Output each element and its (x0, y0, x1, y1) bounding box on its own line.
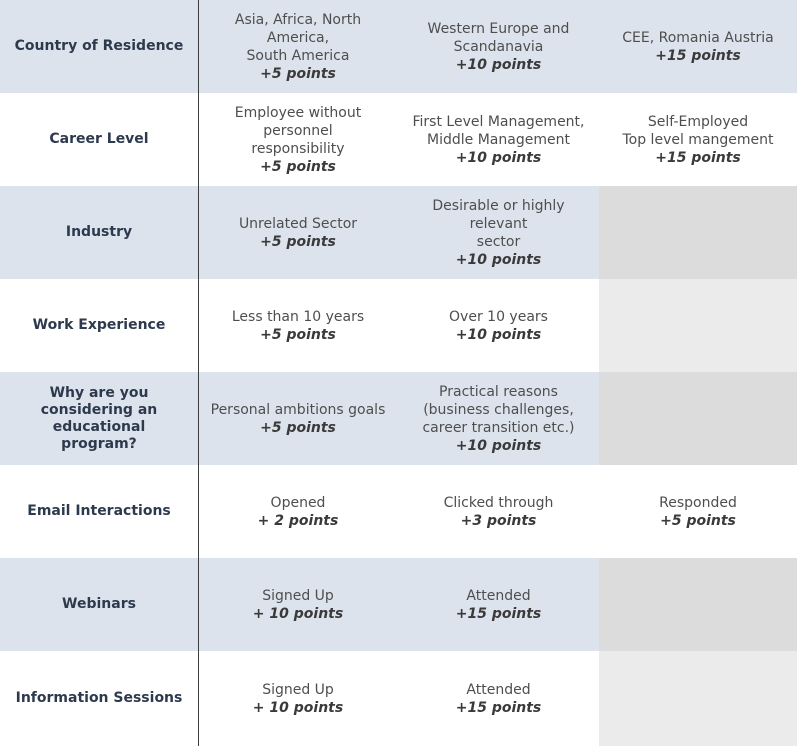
option-points: +5 points (260, 233, 336, 250)
option-cell (398, 93, 599, 186)
empty-cell (599, 279, 797, 372)
option-description: First Level Management, Middle Management (412, 113, 585, 148)
option-points: + 2 points (257, 512, 339, 529)
criterion-label: Industry (0, 186, 198, 279)
option-points: + 10 points (252, 605, 344, 622)
option-cell (198, 558, 398, 651)
option-cell (198, 93, 398, 186)
option-cell (599, 93, 797, 186)
option-cell (198, 0, 398, 93)
criterion-label: Why are you considering an educational program? (0, 372, 198, 465)
option-description: Self-Employed Top level mangement (622, 113, 774, 148)
option-description: Attended (466, 681, 531, 698)
option-description: Responded (659, 494, 737, 511)
option-points: +5 points (260, 158, 336, 175)
option-cell (398, 186, 599, 279)
option-points: +3 points (460, 512, 537, 529)
option-cell (398, 651, 599, 746)
option-cell (198, 651, 398, 746)
option-description: Clicked through (443, 494, 554, 511)
option-cell (398, 0, 599, 93)
criterion-label: Webinars (0, 558, 198, 651)
option-cell (599, 465, 797, 558)
option-description: Attended (466, 587, 531, 604)
option-points: +10 points (455, 56, 542, 73)
empty-cell (599, 558, 797, 651)
empty-cell (599, 372, 797, 465)
option-points: +15 points (655, 47, 741, 64)
option-points: +10 points (455, 326, 542, 343)
criterion-label: Work Experience (0, 279, 198, 372)
option-description: Unrelated Sector (238, 215, 358, 232)
empty-cell (599, 651, 797, 746)
criterion-label: Career Level (0, 93, 198, 186)
option-cell (198, 279, 398, 372)
option-description: Less than 10 years (231, 308, 365, 325)
option-cell (198, 465, 398, 558)
option-description: Personal ambitions goals (210, 401, 386, 418)
option-points: +15 points (455, 605, 542, 622)
option-cell (198, 186, 398, 279)
option-description: Employee without personnel responsibility (234, 104, 362, 157)
option-cell (398, 372, 599, 465)
option-description: Opened (270, 494, 326, 511)
option-description: Desirable or highly relevant sector (432, 197, 565, 250)
criterion-label: Country of Residence (0, 0, 198, 93)
option-cell (398, 558, 599, 651)
option-cell (599, 0, 797, 93)
option-cell (398, 279, 599, 372)
option-points: +5 points (260, 419, 336, 436)
option-points: +5 points (260, 65, 336, 82)
option-description: Asia, Africa, North America, South America (234, 11, 362, 64)
empty-cell (599, 186, 797, 279)
option-description: Signed Up (262, 681, 334, 698)
criterion-label: Information Sessions (0, 651, 198, 746)
option-points: + 10 points (252, 699, 344, 716)
option-points: +10 points (455, 437, 542, 454)
option-description: Signed Up (262, 587, 334, 604)
option-points: +15 points (455, 699, 542, 716)
option-description: Western Europe and Scandanavia (427, 20, 570, 55)
option-points: +5 points (260, 326, 336, 343)
option-cell (398, 465, 599, 558)
option-description: Practical reasons (business challenges, career transition etc.) (422, 383, 575, 436)
option-points: +15 points (655, 149, 741, 166)
column-divider (198, 0, 199, 746)
option-description: Over 10 years (449, 308, 548, 325)
criterion-label: Email Interactions (0, 465, 198, 558)
option-points: +5 points (660, 512, 736, 529)
option-points: +10 points (455, 149, 542, 166)
option-cell (198, 372, 398, 465)
option-description: CEE, Romania Austria (622, 29, 774, 46)
option-points: +10 points (455, 251, 542, 268)
